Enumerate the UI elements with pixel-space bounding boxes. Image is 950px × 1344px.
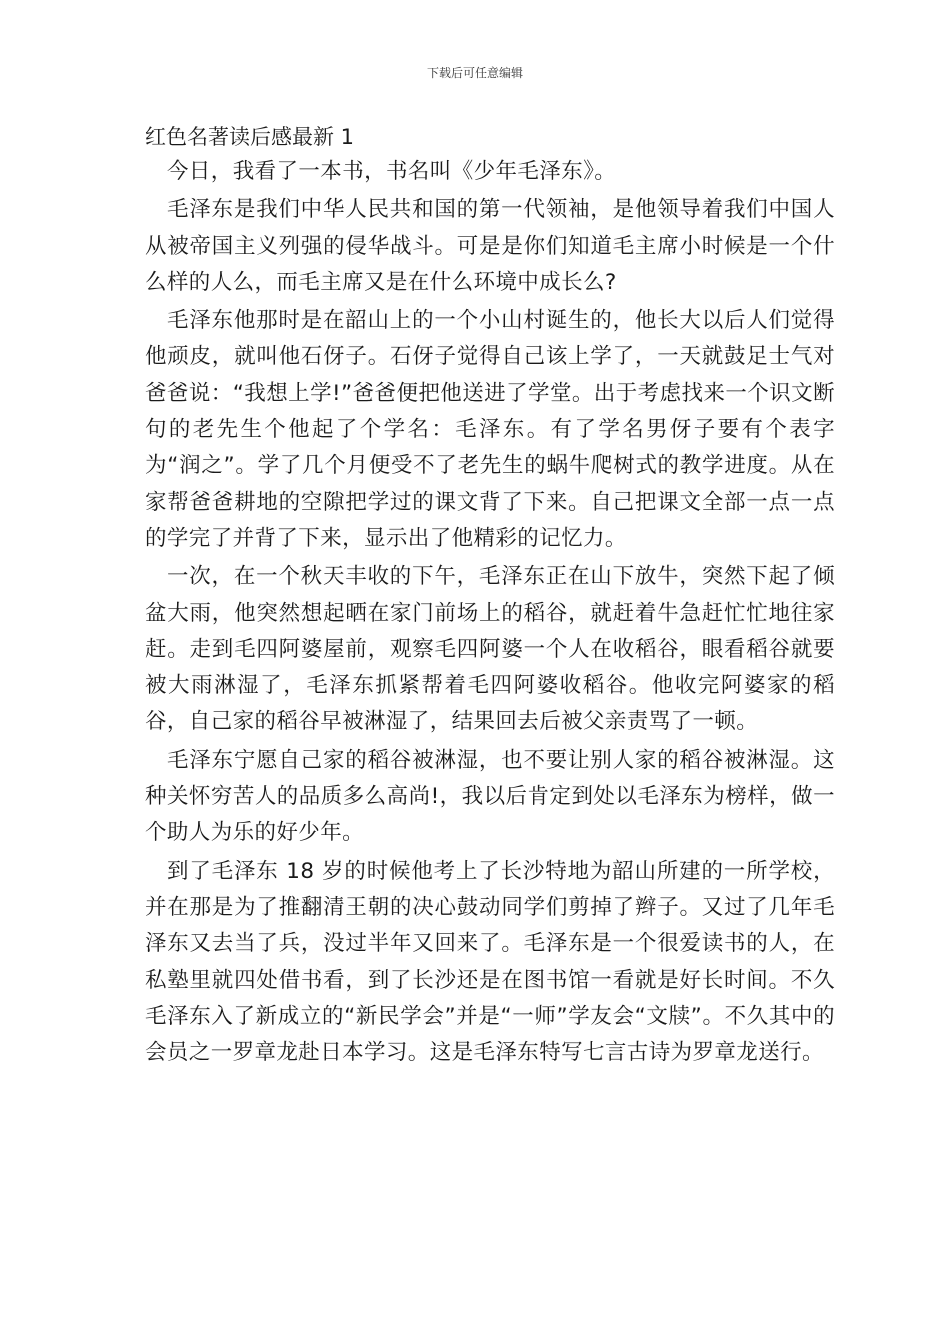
document-body [145,120,835,1073]
paragraph: 到了毛泽东 18 岁的时候他考上了长沙特地为韶山所建的一所学校，并在那是为了推翻清王朝的决心鼓动同学们剪掉了辫子。又过了几年毛泽东又去当了兵，没过半年又回来了。毛泽东是一个很爱读书的人，在私塾里就四处借书看，到了长沙还是在图书馆一看就是好长时间。不久毛泽东入了新成立的“新民学会”并是“一师”学友会“文牍”。不久其中的会员之一罗章龙赴日本学习。这是毛泽东特写七言古诗为罗章龙送行。 [145,858,835,1066]
paragraph: 毛泽东是我们中华人民共和国的第一代领袖，是他领导着我们中国人从被帝国主义列强的侵华战斗。可是是你们知道毛主席小时候是一个什么样的人么，而毛主席又是在什么环境中成长么? [145,197,835,295]
paragraph: 毛泽东宁愿自己家的稻谷被淋湿，也不要让别人家的稻谷被淋湿。这种关怀穷苦人的品质多么高尚!，我以后肯定到处以毛泽东为榜样，做一个助人为乐的好少年。 [145,747,835,846]
document-title: 红色名著读后感最新 1 [145,125,355,149]
paragraph: 毛泽东他那时是在韶山上的一个小山村诞生的，他长大以后人们觉得他顽皮，就叫他石伢子。石伢子觉得自己该上学了，一天就鼓足士气对爸爸说：“我想上学!”爸爸便把他送进了学堂。出于考虑找来一个识文断句的老先生个他起了个学名：毛泽东。有了学名男伢子要有个表字为“润之”。学了几个月便受不了老先生的蜗牛爬树式的教学进度。从在家帮爸爸耕地的空隙把学过的课文背了下来。自己把课文全部一点一点的学完了并背了下来，显示出了他精彩的记忆力。 [145,308,835,551]
header-note: 下载后可任意编辑 [426,66,523,80]
paragraph: 一次，在一个秋天丰收的下午，毛泽东正在山下放牛，突然下起了倾盆大雨，他突然想起晒在家门前场上的稻谷，就赶着牛急赶忙忙地往家赶。走到毛四阿婆屋前，观察毛四阿婆一个人在收稻谷，眼看稻谷就要被大雨淋湿了，毛泽东抓紧帮着毛四阿婆收稻谷。他收完阿婆家的稻谷，自己家的稻谷早被淋湿了，结果回去后被父亲责骂了一顿。 [145,564,835,735]
paragraph: 今日，我看了一本书，书名叫《少年毛泽东》。 [167,159,617,184]
